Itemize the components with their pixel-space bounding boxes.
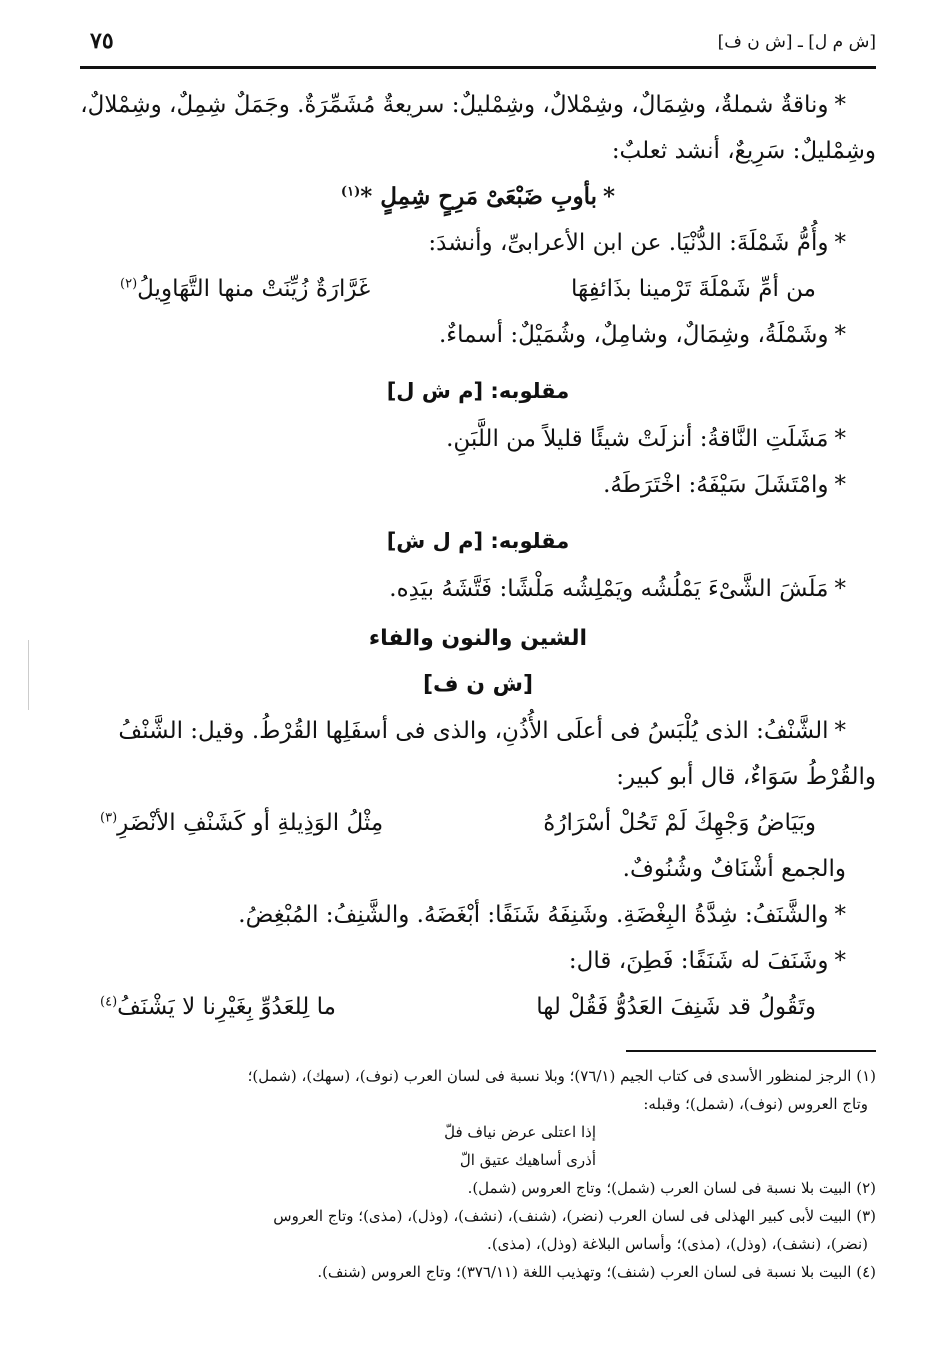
footnote-3: (٣) البيت لأبى كبير الهذلى فى لسان العرب (نضر)، (شنف)، (نشف)، (وذل)، (مذى)؛ وتاج العروس — [273, 1207, 876, 1225]
main-text — [80, 82, 876, 1030]
entry-paragraph — [80, 82, 876, 128]
entry-star: * — [834, 948, 846, 974]
entry-text: مَلَشَ الشَّىْءَ يَمْلُشُه ويَمْلِشُه مَلْشًا: فَتَّشَهُ بيَدِه. — [389, 576, 829, 602]
footnote-marker: (٣) — [100, 810, 118, 826]
inverse-root-heading: مقلوبه: [م ش ل] — [386, 379, 570, 403]
footnote-marker: (٤) — [100, 994, 118, 1010]
entry-text: وأُمُّ شَمْلَةَ: الدُّنْيَا. عن ابن الأعرابىِّ، وأنشدَ: — [428, 230, 829, 256]
verse-first-hemistich: وبَيَاضُ وَجْهِكَ لَمْ تَحُلْ أسْرَارُهُ — [543, 810, 816, 836]
footnote-1-verse-line: أذرى أساهيك عتيق الّ — [459, 1151, 596, 1169]
footnote-4: (٤) البيت بلا نسبة فى لسان العرب (شنف)؛ وتهذيب اللغة (٣٧٦/١١)؛ وتاج العروس (شنف). — [317, 1263, 876, 1281]
verse-couplet — [80, 266, 876, 312]
entry-paragraph-continued — [80, 754, 876, 800]
verse-first-hemistich: من أمِّ شَمْلَةَ تَرْمينا بذَائفِهَا — [570, 276, 816, 302]
footnote-marker: (٢) — [120, 276, 138, 292]
verse-couplet — [80, 984, 876, 1030]
entry-paragraph-continued — [80, 128, 876, 174]
verse-second-hemistich — [100, 984, 336, 1030]
entry-text: الشَّنْفُ: الذى يُلْبَسُ فى أعلَى الأُذُنِ، والذى فى أسفَلِها القُرْطُ. وقيل: الشَّنْفُ — [118, 718, 829, 744]
footnote-2: (٢) البيت بلا نسبة فى لسان العرب (شمل)؛ وتاج العروس (شمل). — [467, 1179, 876, 1197]
verse-text: بأوبِ ضَبْعَىْ مَرِحٍ شِمِلٍ — [380, 183, 598, 210]
footnote-3-continued: (نضر)، (نشف)، (وذل)، (مذى)؛ وأساس البلاغة (وذل)، (مذى). — [487, 1235, 868, 1253]
verse-star: * — [603, 183, 616, 210]
running-head: [ش م ل] ـ [ش ن ف] — [717, 32, 876, 52]
entry-star: * — [834, 902, 846, 928]
entry-paragraph — [80, 566, 876, 612]
verse-text: مِثْلُ الوَذِيلةِ أو كَشَنْفِ الأنْضَرِ — [117, 810, 384, 836]
footnote-marker: (١) — [340, 184, 361, 200]
entry-star: * — [834, 576, 846, 602]
verse-first-hemistich: وتَقُولُ قد شَنِفَ العَدُوُّ فَقُلْ لها — [536, 994, 816, 1020]
verse-second-hemistich — [120, 266, 370, 312]
entry-paragraph — [80, 462, 876, 508]
entry-text: مَشَلَتِ النَّاقةُ: أنزلَتْ شيئًا قليلاً من اللَّبَنِ. — [446, 426, 829, 452]
section-heading: الشين والنون والفاء — [368, 626, 588, 651]
entry-text: وشَمْلَةُ، وشِمَالٌ، وشامِلٌ، وشُمَيْلٌ: أسماءٌ. — [438, 322, 829, 348]
verse-text: غَرَّارَةٌ زُيِّنَتْ منها التَّهَاوِيلُ — [137, 276, 371, 302]
entry-text: والشَّنَفُ: شِدَّةُ البِغْضَةِ. وشَنِفَهُ شَنَفًا: أبْغَضَهُ. والشَّنِفُ: المُبْغِضُ. — [238, 902, 829, 928]
inverse-root-heading: مقلوبه: [م ل ش] — [386, 529, 570, 553]
entry-paragraph — [80, 416, 876, 462]
entry-text: وشِمْليلٌ: سَرِيعٌ، أنشد ثعلبٌ: — [611, 138, 876, 164]
entry-star: * — [834, 230, 846, 256]
entry-paragraph — [80, 312, 876, 358]
footnote-rule — [626, 1050, 876, 1052]
footnote-1-verse-line: إذا اعتلى عرض نياف فلّ — [444, 1123, 596, 1141]
page-number: ٧٥ — [90, 28, 114, 54]
footnote-1-continued: وتاج العروس (نوف)، (شمل)؛ وقبله: — [643, 1095, 868, 1113]
entry-text: وناقةٌ شملةٌ، وشِمَالٌ، وشِمْلالٌ، وشِمْليلٌ: سريعةٌ مُشَمِّرَةٌ. وجَمَلٌ شِمِلٌ، وشِمْلالٌ، — [80, 92, 829, 118]
footnote-1: (١) الرجز لمنظور الأسدى فى كتاب الجيم (٧٦/١)؛ وبلا نسبة فى لسان العرب (نوف)، (سهك)، (شمل)؛ — [247, 1067, 876, 1085]
entry-star: * — [834, 92, 846, 118]
entry-star: * — [834, 426, 846, 452]
entry-star: * — [834, 472, 846, 498]
entry-paragraph — [80, 220, 876, 266]
header-rule — [80, 66, 876, 69]
dictionary-page — [80, 20, 876, 1340]
verse-star: * — [360, 183, 373, 210]
entry-text: وامْتَشَلَ سَيْفَهُ: اخْتَرَطَهُ. — [603, 472, 829, 498]
entry-star: * — [834, 322, 846, 348]
verse-line — [80, 174, 876, 220]
verse-text: ما لِلعَدُوِّ بِغَيْرِنا لا يَشْنَفُ — [117, 994, 336, 1020]
entry-text: وشَنَفَ له شَنَفًا: فَطِنَ، قال: — [568, 948, 829, 974]
entry-star: * — [834, 718, 846, 744]
entry-paragraph — [80, 708, 876, 754]
entry-paragraph — [80, 846, 876, 892]
verse-second-hemistich — [100, 800, 383, 846]
footnotes — [80, 1062, 876, 1286]
entry-text: والقُرْطُ سَوَاءٌ، قال أبو كبير: — [616, 764, 876, 790]
entry-paragraph — [80, 938, 876, 984]
scan-margin-mark — [28, 640, 29, 710]
entry-text: والجمع أشْنَافٌ وشُنُوفٌ. — [622, 856, 846, 882]
verse-couplet — [80, 800, 876, 846]
root-heading: [ش ن ف] — [422, 672, 534, 697]
entry-paragraph — [80, 892, 876, 938]
